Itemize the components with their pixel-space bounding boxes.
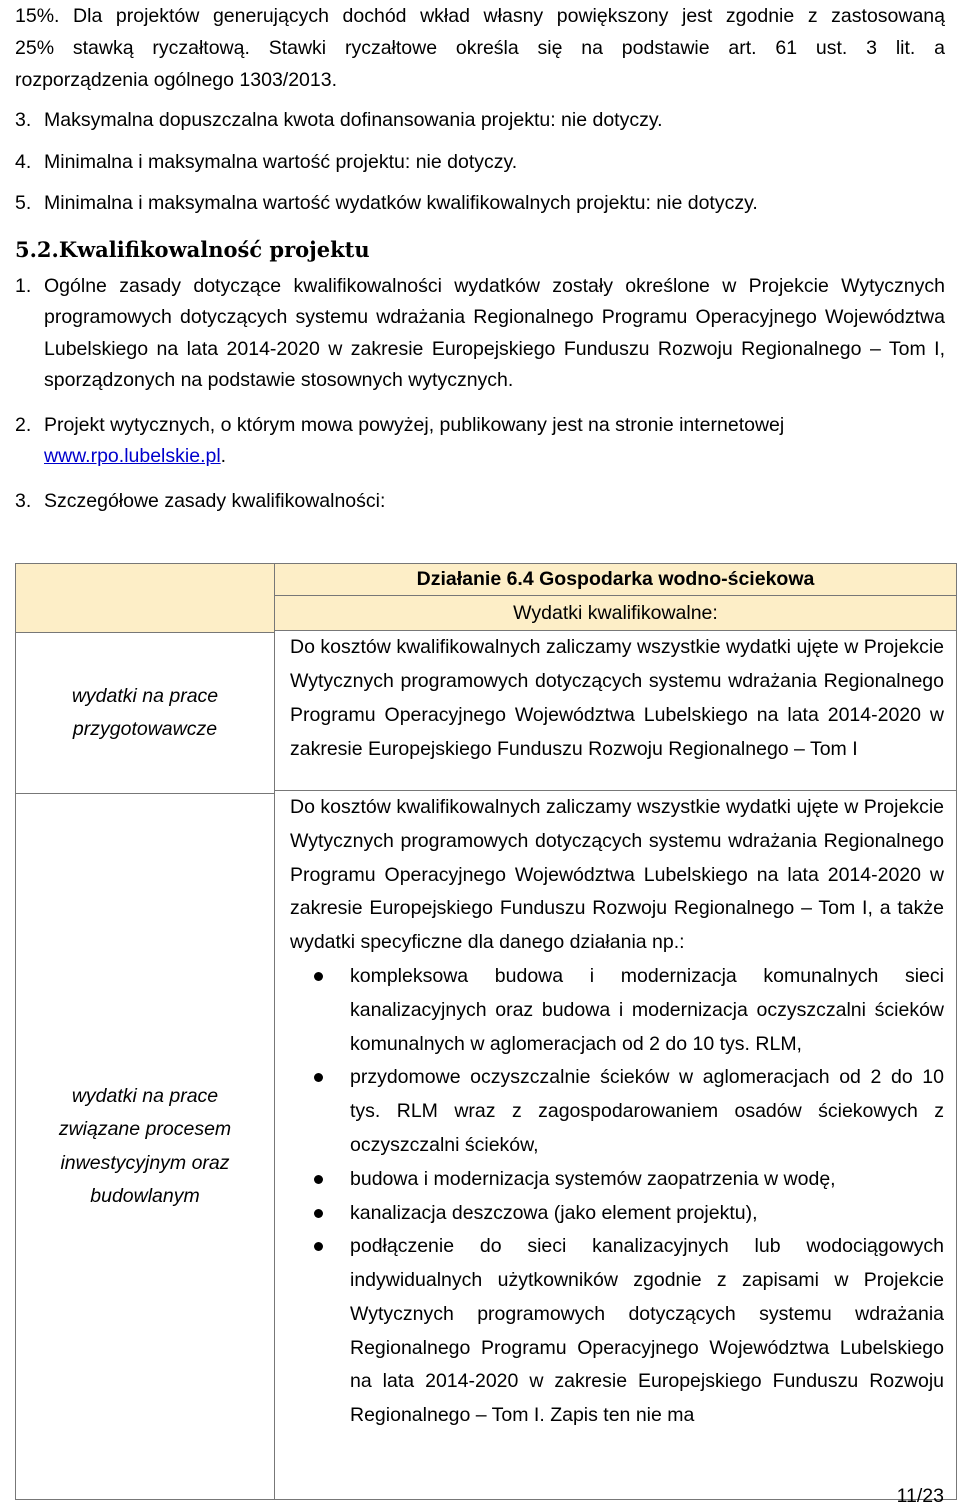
rule-item-text: Ogólne zasady dotyczące kwalifikowalności wydatków zostały określone w Projekcie Wytycznych programowych dotyczących systemu wdrażania Regionalnego Programu Operacyjnego Województwa Lubelskiego na lata 2014-2020 w zakresie Europejskiego Funduszu Rozwoju Regionalnego – Tom I, sporządzonych na podstawie stosownych wytycznych. (44, 274, 945, 391)
rule-item-text: Szczegółowe zasady kwalifikowalności: (44, 489, 386, 512)
intro-line-1: 15%. Dla projektów generujących dochód wkład własny powiększony jest zgodnie z zastosowaną (15, 5, 945, 27)
list-number: 4. (15, 150, 32, 173)
section-heading: 5.2.Kwalifikowalność projektu (15, 236, 370, 262)
intro-line-2: 25% stawką ryczałtową. Stawki ryczałtowe określa się na podstawie art. 61 ust. 3 lit. a (15, 37, 945, 59)
bullet-item: kompleksowa budowa i modernizacja komunalnych sieci kanalizacyjnych oraz budowa i modernizacja oczyszczalni ścieków komunalnych w aglomeracjach od 2 do 10 tys. RLM, (290, 960, 944, 1061)
header-left-cell (16, 564, 274, 633)
list-number: 1. (15, 274, 32, 297)
bullet-list (290, 960, 944, 1433)
list-number: 2. (15, 413, 32, 436)
row2-right-text: Do kosztów kwalifikowalnych zaliczamy wszystkie wydatki ujęte w Projekcie Wytycznych programowych dotyczących systemu wdrażania Regionalnego Programu Operacyjnego Województwa Lubelskiego na lata 2014-2020 w zakresie Europejskiego Funduszu Rozwoju Regionalnego – Tom I, a także wydatki specyficzne dla danego działania np.: (290, 795, 944, 954)
rule-item-2 (15, 410, 945, 473)
rule-item-text: Projekt wytycznych, o którym mowa powyżej, publikowany jest na stronie internetowej (44, 413, 785, 436)
row2-left-line: inwestycyjnym oraz (60, 1151, 230, 1174)
list-item-text: Maksymalna dopuszczalna kwota dofinansowania projektu: nie dotyczy. (44, 109, 663, 131)
row1-right-cell (275, 631, 957, 791)
intro-paragraph (15, 0, 945, 96)
list-item-text: Minimalna i maksymalna wartość projektu: nie dotyczy. (44, 150, 518, 173)
rule-item-1 (15, 271, 945, 397)
header-eligible-cell: Wydatki kwalifikowalne: (275, 596, 957, 631)
list-item-3 (15, 104, 945, 138)
row2-left-line: budowlanym (90, 1185, 200, 1207)
intro-line-3: rozporządzenia ogólnego 1303/2013. (15, 69, 338, 91)
bullet-item: przydomowe oczyszczalnie ścieków w aglomeracjach od 2 do 10 tys. RLM wraz z zagospodarowaniem osadów ściekowych z oczyszczalni ścieków, (290, 1061, 944, 1162)
list-item-text: Minimalna i maksymalna wartość wydatków kwalifikowalnych projektu: nie dotyczy. (44, 192, 758, 214)
row2-left-line: wydatki na prace (71, 1084, 219, 1107)
website-link[interactable]: www.rpo.lubelskie.pl (44, 445, 221, 467)
row2-left-cell (16, 794, 274, 1499)
row1-left-line: wydatki na prace (71, 684, 219, 707)
list-number: 3. (15, 489, 32, 512)
list-number: 5. (15, 192, 32, 214)
bullet-item: kanalizacja deszczowa (jako element projektu), (290, 1197, 944, 1231)
list-item-4 (15, 146, 945, 180)
page-number: 11/23 (896, 1485, 944, 1507)
rule-item-3 (15, 486, 945, 518)
row1-left-line: przygotowawcze (72, 718, 218, 740)
document-page (15, 0, 945, 517)
list-number: 3. (15, 109, 32, 131)
row2-left-line: związane procesem (58, 1118, 232, 1140)
period: . (220, 445, 227, 467)
row2-right-cell (275, 790, 957, 1499)
list-item-5 (15, 187, 945, 221)
bullet-item: budowa i modernizacja systemów zaopatrzenia w wodę, (290, 1163, 944, 1197)
header-action-cell: Działanie 6.4 Gospodarka wodno-ściekowa (275, 564, 957, 596)
bullet-item: podłączenie do sieci kanalizacyjnych lub wodociągowych indywidualnych użytkowników zgodnie z zapisami w Projekcie Wytycznych programowych dotyczących systemu wdrażania Regionalnego Programu Operacyjnego Województwa Lubelskiego na lata 2014-2020 w zakresie Europejskiego Funduszu Rozwoju Regionalnego – Tom I. Zapis ten nie ma (290, 1230, 944, 1433)
left-column (16, 564, 275, 1500)
row1-left-cell (16, 633, 274, 794)
row1-right-text: Do kosztów kwalifikowalnych zaliczamy wszystkie wydatki ujęte w Projekcie Wytycznych programowych dotyczących systemu wdrażania Regionalnego Programu Operacyjnego Województwa Lubelskiego na lata 2014-2020 w zakresie Europejskiego Funduszu Rozwoju Regionalnego – Tom I (290, 636, 944, 760)
eligibility-table (15, 563, 957, 1500)
